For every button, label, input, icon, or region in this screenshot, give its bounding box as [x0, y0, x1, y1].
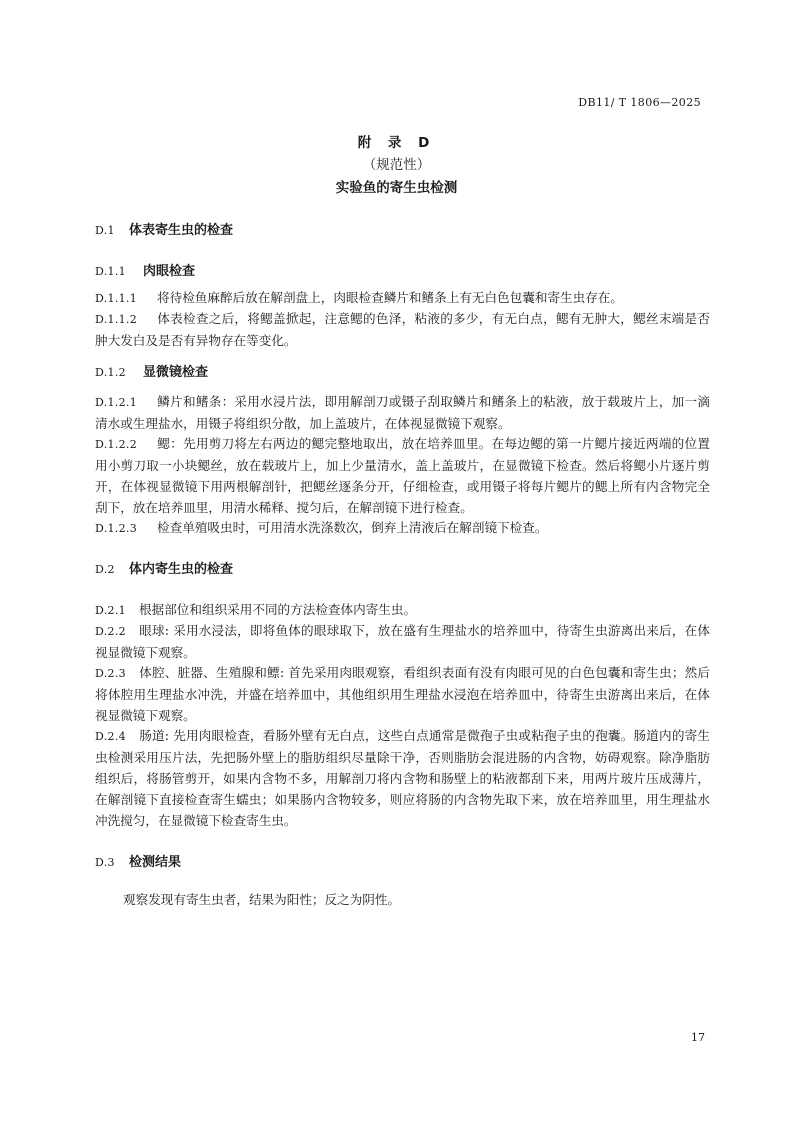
clause-text: 体表检查之后，将鳃盖掀起，注意鳃的色泽，粘液的多少，有无白点，鳃有无肿大，鳃丝末端是否肿大发白及是否有异物存在等变化。 [95, 311, 710, 348]
paragraph-d21 [95, 599, 710, 621]
paragraph-d112 [95, 308, 710, 351]
clause-text: 体腔、脏器、生殖腺和鳔: 首先采用肉眼观察，看组织表面有没有肉眼可见的白色包囊和寄生虫；然后将体腔用生理盐水冲洗，并盛在培养皿中，其他组织用生理盐水浸泡在培养皿中，待寄生虫游离出来后，在体视显微镜下观察。 [95, 665, 710, 723]
paragraph-d121 [95, 391, 710, 434]
paragraph-d123 [95, 517, 710, 539]
section-number: D.1.1 [95, 265, 126, 278]
clause-text: 肠道: 先用肉眼检查，看肠外壁有无白点，这些白点通常是微孢子虫或粘孢子虫的孢囊。肠道内的寄生虫检测采用压片法，先把肠外壁上的脂肪组织尽量除干净，否则脂肪会混进肠的内含物，妨碍观察。除净脂肪组织后，将肠管剪开，如果内含物不多，用解剖刀将内含物和肠壁上的粘液都刮下来，用两片玻片压成薄片，在解剖镜下直接检查寄生蠕虫；如果肠内含物较多，则应将肠的内含物先取下来，放在培养皿里，用生理盐水冲洗搅匀，在显微镜下检查寄生虫。 [95, 728, 710, 828]
section-number: D.3 [95, 856, 115, 869]
clause-number: D.2.4 [95, 730, 126, 743]
section-heading-d1 [95, 219, 233, 238]
clause-number: D.2.1 [95, 604, 126, 617]
section-title: 体表寄生虫的检查 [129, 223, 234, 238]
section-title: 检测结果 [129, 855, 182, 870]
clause-number: D.2.2 [95, 625, 126, 638]
clause-text: 鳞片和鳍条：采用水浸片法，即用解剖刀或镊子刮取鳞片和鳍条上的粘液，放于载玻片上，加一滴清水或生理盐水，用镊子将组织分散，加上盖玻片，在体视显微镜下观察。 [95, 394, 710, 431]
appendix-title: 附 录 D [357, 135, 436, 151]
standard-code: DB11/ T 1806—2025 [578, 96, 701, 109]
clause-text: 根据部位和组织采用不同的方法检查体内寄生虫。 [139, 602, 417, 617]
clause-text: 检查单殖吸虫时，可用清水洗涤数次，倒弃上清液后在解剖镜下检查。 [157, 520, 548, 535]
clause-number: D.1.2.3 [95, 522, 138, 535]
paragraph-d111 [95, 287, 710, 309]
clause-text: 将待检鱼麻醉后放在解剖盘上，肉眼检查鳞片和鳍条上有无白色包囊和寄生虫存在。 [157, 290, 623, 305]
section-heading-d2 [95, 558, 233, 577]
clause-text: 鳃：先用剪刀将左右两边的鳃完整地取出，放在培养皿里。在每边鳃的第一片鳃片接近两端的位置用小剪刀取一小块鳃丝，放在载玻片上，加上少量清水，盖上盖玻片，在显微镜下检查。然后将鳃小片逐片剪开，在体视显微镜下用两根解剖针，把鳃丝逐条分开，仔细检查，或用镊子将每片鳃片的鳃上所有内含物完全刮下，放在培养皿里，用清水稀释、搅匀后，在解剖镜下进行检查。 [95, 436, 710, 515]
section-heading-d12 [95, 361, 208, 380]
section-heading-d3 [95, 851, 181, 870]
paragraph-d122 [95, 433, 710, 518]
result-paragraph: 观察发现有寄生虫者，结果为阳性；反之为阴性。 [123, 892, 401, 907]
clause-text: 眼球: 采用水浸法，即将鱼体的眼球取下，放在盛有生理盐水的培养皿中，待寄生虫游离出来后，在体视显微镜下观察。 [95, 623, 710, 660]
paragraph-d24 [95, 725, 710, 831]
section-title: 肉眼检查 [143, 264, 196, 279]
section-title: 体内寄生虫的检查 [129, 562, 234, 577]
clause-number: D.1.1.2 [95, 313, 138, 326]
section-number: D.1.2 [95, 366, 126, 379]
clause-number: D.2.3 [95, 667, 126, 680]
clause-number: D.1.2.2 [95, 438, 138, 451]
appendix-type: （规范性） [362, 157, 431, 173]
page-number: 17 [691, 1031, 705, 1044]
section-heading-d11 [95, 260, 195, 279]
clause-number: D.1.1.1 [95, 292, 138, 305]
section-number: D.1 [95, 224, 115, 237]
clause-number: D.1.2.1 [95, 396, 138, 409]
paragraph-d23 [95, 662, 710, 726]
appendix-name: 实验鱼的寄生虫检测 [335, 180, 458, 196]
section-title: 显微镜检查 [143, 365, 209, 380]
paragraph-d22 [95, 620, 710, 663]
section-number: D.2 [95, 563, 115, 576]
